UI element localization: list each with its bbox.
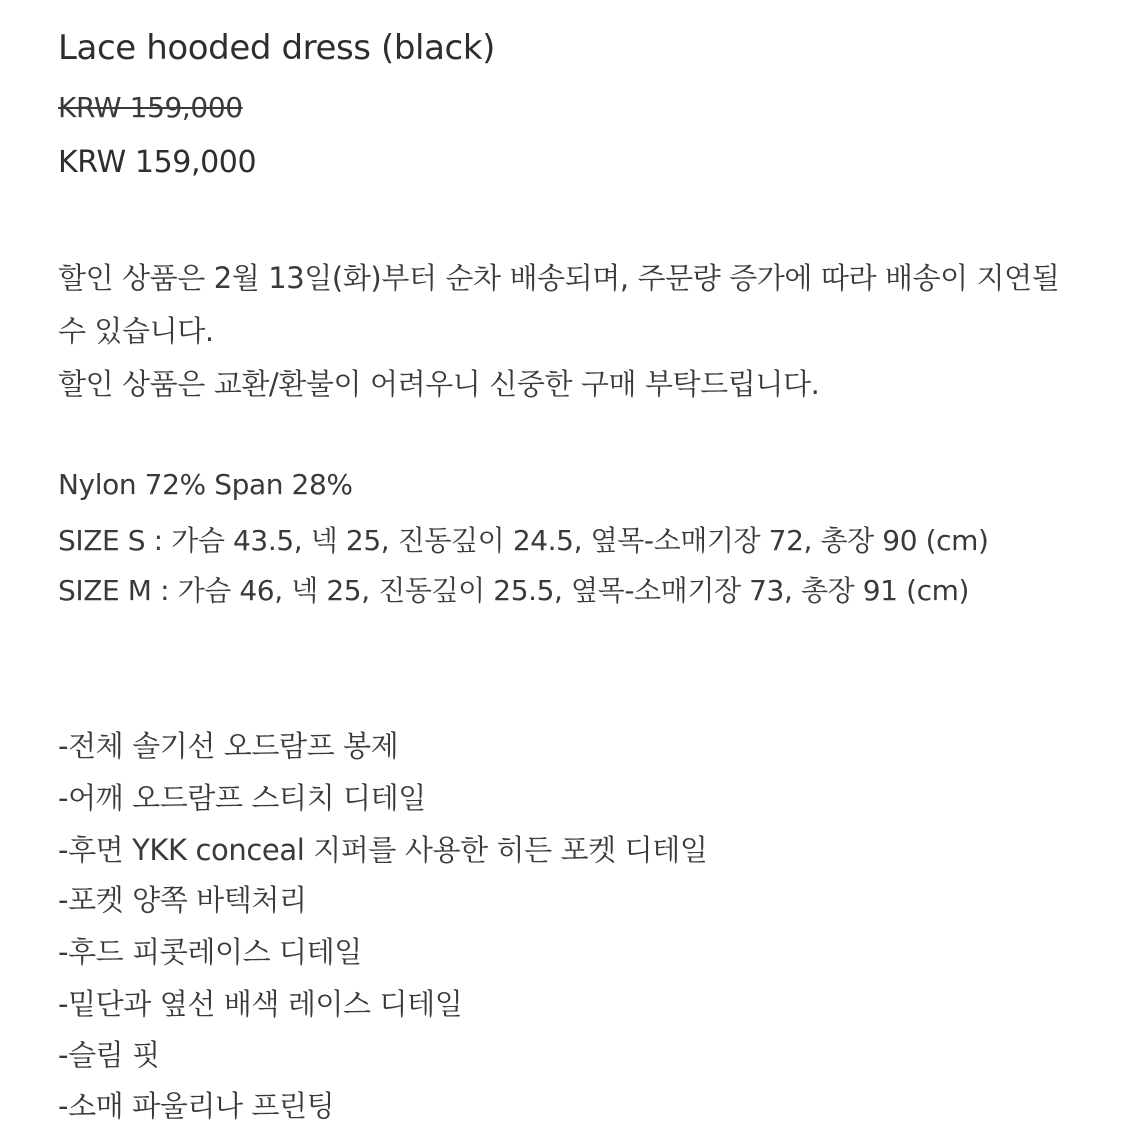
feature-item: -포켓 양쪽 바텍처리 xyxy=(58,883,307,917)
notice-line: 할인 상품은 교환/환불이 어려우니 신중한 구매 부탁드립니다. xyxy=(58,367,820,401)
material-info: Nylon 72% Span 28% xyxy=(58,468,353,501)
feature-item: -어깨 오드람프 스티치 디테일 xyxy=(58,781,426,815)
notice-line: 할인 상품은 2월 13일(화)부터 순차 배송되며, 주문량 증가에 따라 배송이 지연될 xyxy=(58,261,1060,295)
feature-item: -슬림 핏 xyxy=(58,1038,160,1072)
feature-item: -전체 솔기선 오드람프 봉제 xyxy=(58,729,399,763)
size-s-info: SIZE S : 가슴 43.5, 넥 25, 진동깊이 24.5, 옆목-소매기장 72, 총장 90 (cm) xyxy=(58,524,989,557)
feature-item: -소매 파울리나 프린팅 xyxy=(58,1089,335,1123)
feature-item: -후드 피콧레이스 디테일 xyxy=(58,935,362,969)
original-price: KRW 159,000 xyxy=(58,91,243,124)
notice-line: 수 있습니다. xyxy=(58,314,214,348)
feature-item: -밑단과 옆선 배색 레이스 디테일 xyxy=(58,987,463,1021)
sale-price: KRW 159,000 xyxy=(58,145,257,180)
product-title: Lace hooded dress (black) xyxy=(58,28,495,68)
size-m-info: SIZE M : 가슴 46, 넥 25, 진동깊이 25.5, 옆목-소매기장 73, 총장 91 (cm) xyxy=(58,574,970,607)
feature-item: -후면 YKK conceal 지퍼를 사용한 히든 포켓 디테일 xyxy=(58,833,708,867)
